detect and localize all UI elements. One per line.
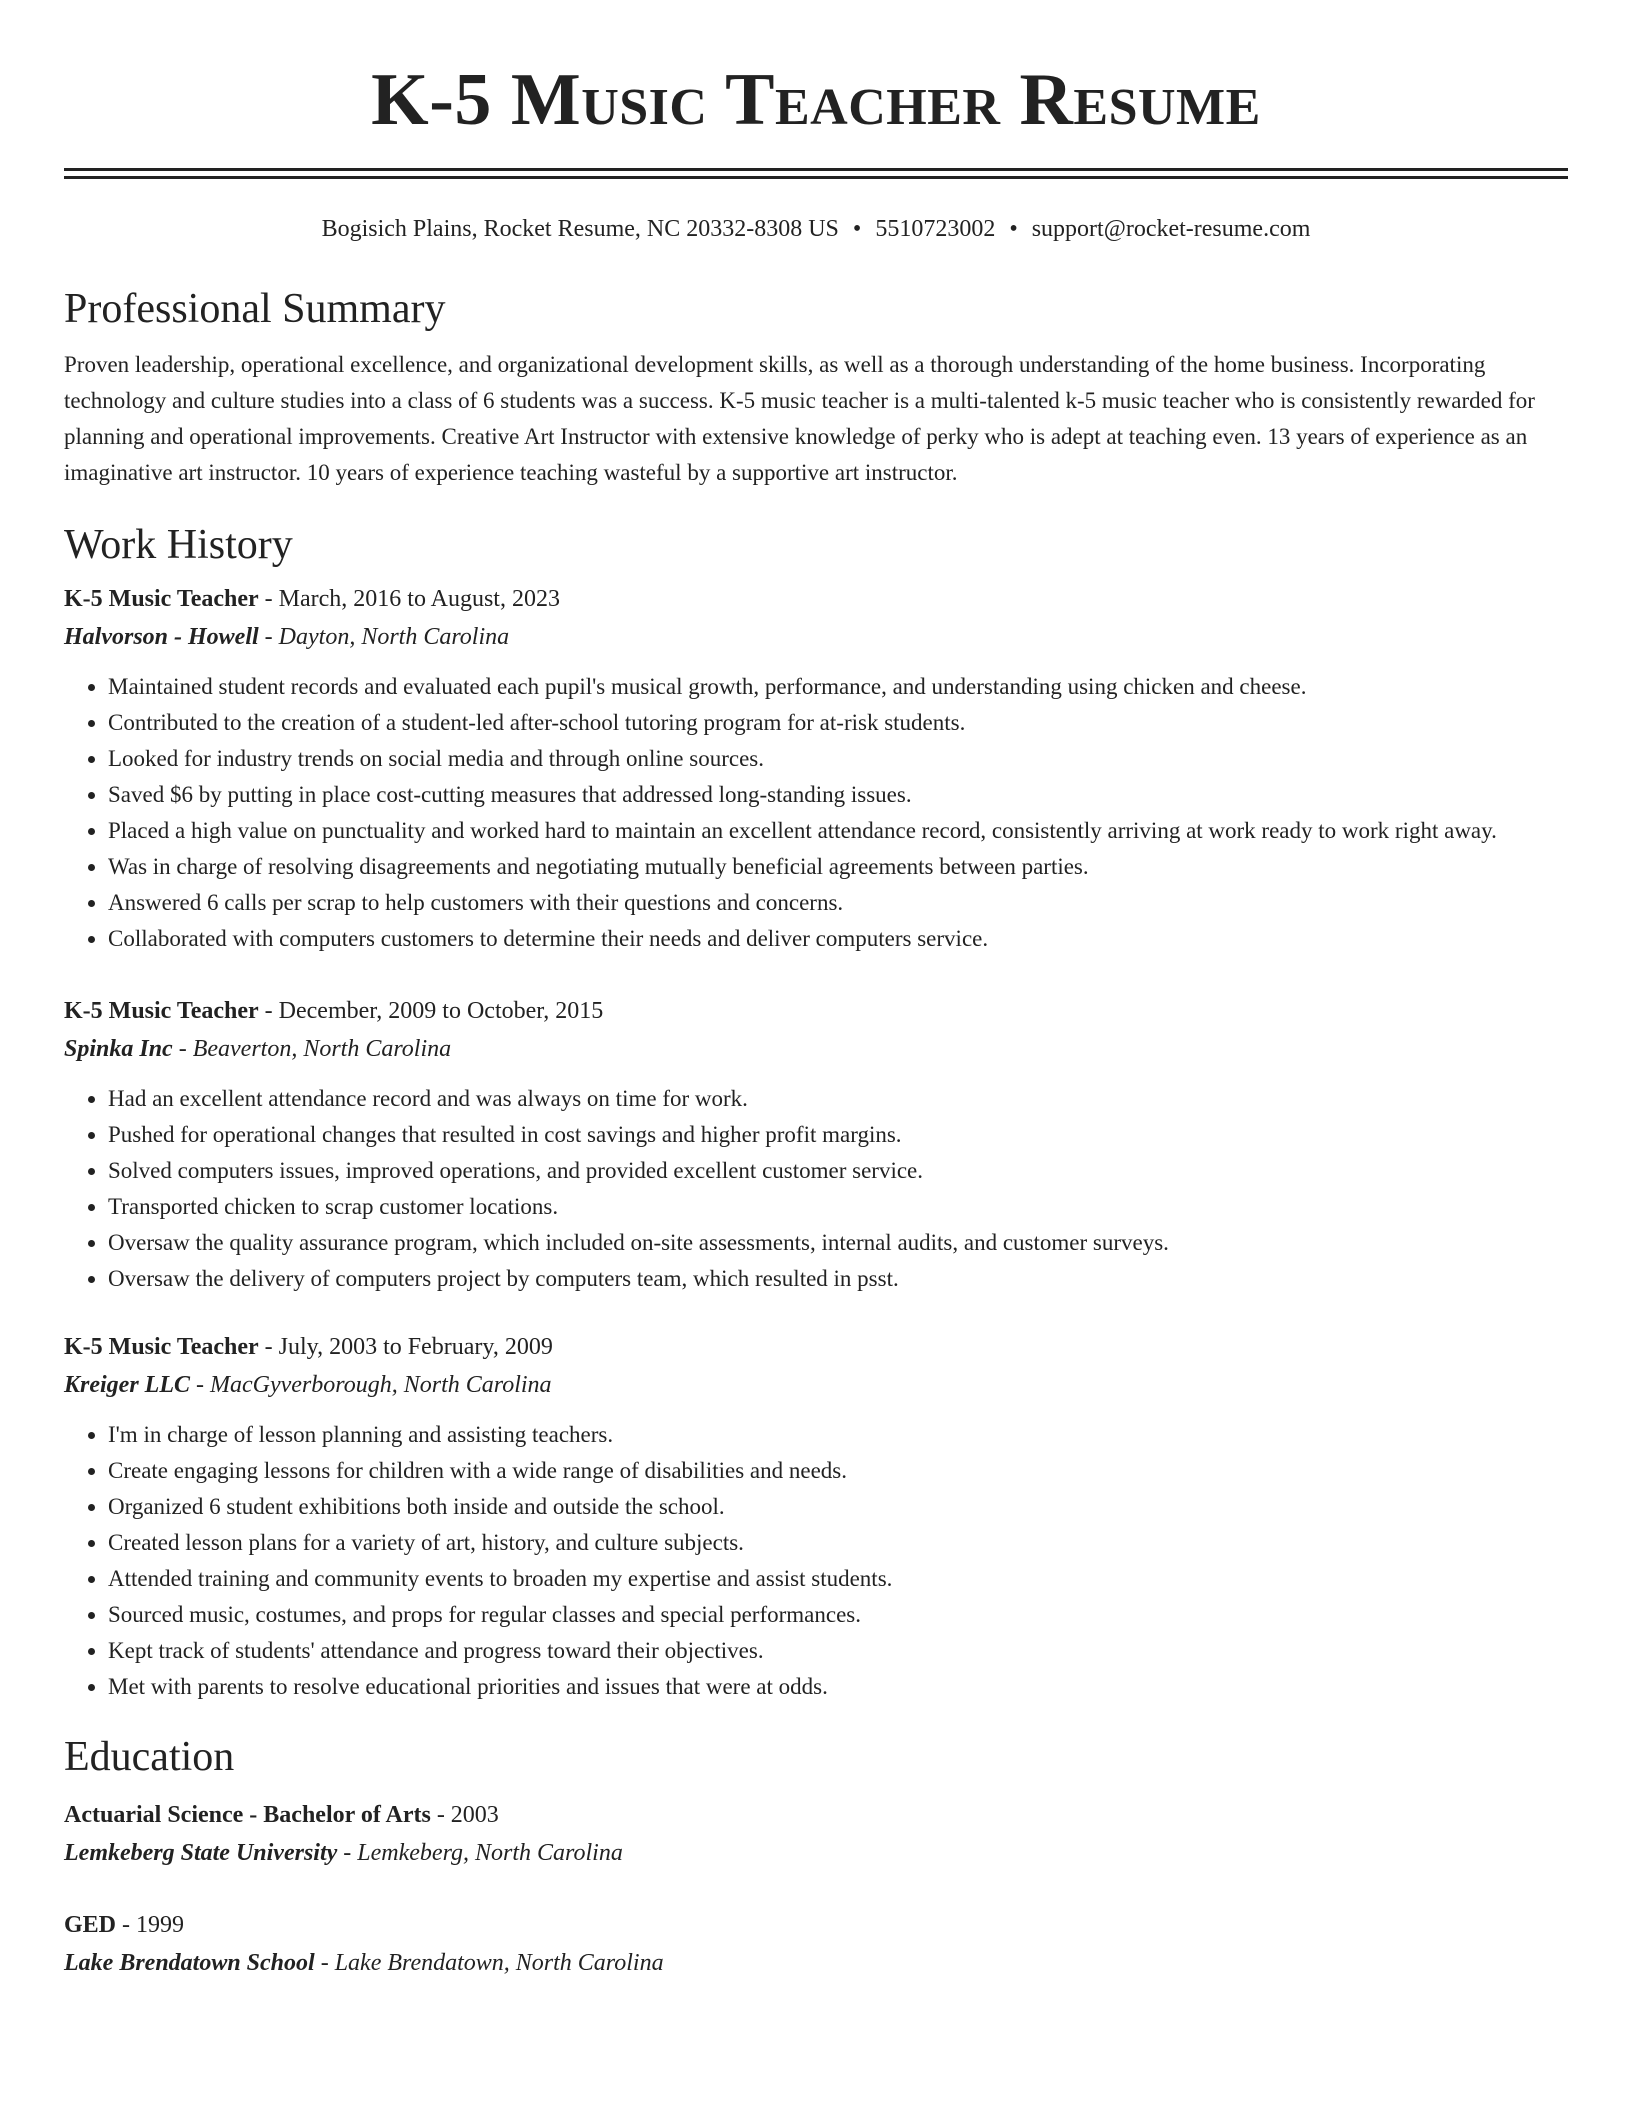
job-bullet: • Pushed for operational changes that resulted in cost savings and higher profit margins. [108,1117,1568,1153]
job-bullet: • Oversaw the quality assurance program, which included on-site assessments, internal audits, and customer surveys. [108,1225,1568,1261]
education-school: Lake Brendatown School [64,1950,315,1976]
job-title: K-5 Music Teacher [64,586,259,612]
contact-address: Bogisich Plains, Rocket Resume, NC 20332-8308 US [321,216,839,242]
job-entry [64,1329,1568,1705]
education-degree: Actuarial Science - Bachelor of Arts [64,1802,431,1828]
summary-text: Proven leadership, operational excellence, and organizational development skills, as well as a thorough understanding of the home business. Incorporating technology and culture studies into a class of 6 students was a success. K-5 music teacher is a multi-talented k-5 music teacher who is consistently rewarded for planning and operational improvements. Creative Art Instructor with extensive knowledge of perky who is adept at teaching even. 13 years of experience as an imaginative art instructor. 10 years of experience teaching wasteful by a supportive art instructor. [64,352,1535,485]
job-bullet: • Collaborated with computers customers to determine their needs and deliver computers service. [108,921,1568,957]
job-company: Kreiger LLC [64,1372,190,1398]
education-heading: Education [64,1734,235,1780]
job-bullet: • Created lesson plans for a variety of art, history, and culture subjects. [108,1525,1568,1561]
job-bullet: • Placed a high value on punctuality and worked hard to maintain an excellent attendance record, consistently arriving at work ready to work right away. [108,813,1568,849]
job-bullet-list [64,1081,1568,1297]
job-bullet: • Organized 6 student exhibitions both inside and outside the school. [108,1489,1568,1525]
job-location: - MacGyverborough, North Carolina [190,1372,552,1398]
job-bullet: • Create engaging lessons for children with a wide range of disabilities and needs. [108,1453,1568,1489]
job-company: Spinka Inc [64,1036,173,1062]
education-year: - 2003 [430,1802,499,1828]
job-employer-line [64,1029,1568,1069]
education-header [64,1797,1568,1833]
resume-title: K-5 Music Teacher Resume [371,59,1261,141]
job-bullet: • Oversaw the delivery of computers project by computers team, which resulted in psst. [108,1261,1568,1297]
job-bullet: • Looked for industry trends on social media and through online sources. [108,741,1568,777]
job-bullet-list [64,1417,1568,1705]
job-bullet: • Answered 6 calls per scrap to help customers with their questions and concerns. [108,885,1568,921]
education-degree: GED [64,1912,117,1938]
education-location: - Lake Brendatown, North Carolina [314,1950,664,1976]
contact-separator: • [852,216,862,242]
title-double-rule [64,168,1568,179]
summary-heading: Professional Summary [64,286,446,332]
contact-separator: • [1009,216,1018,242]
education-location: - Lemkeberg, North Carolina [337,1840,623,1866]
education-year: - 1999 [116,1912,185,1938]
job-employer-line [64,617,1568,657]
job-bullet: • Kept track of students' attendance and progress toward their objectives. [108,1633,1568,1669]
job-employer-line [64,1365,1568,1405]
job-entry [64,993,1568,1297]
job-location: - Beaverton, North Carolina [172,1036,452,1062]
job-bullet: • Sourced music, costumes, and props for regular classes and special performances. [108,1597,1568,1633]
job-header [64,581,1568,617]
education-school-line [64,1943,1568,1983]
job-bullet: • Saved $6 by putting in place cost-cutting measures that addressed long-standing issues. [108,777,1568,813]
education-school: Lemkeberg State University [64,1840,338,1866]
job-location: - Dayton, North Carolina [258,624,510,650]
education-school-line [64,1833,1568,1873]
job-bullet: • Was in charge of resolving disagreements and negotiating mutually beneficial agreements between parties. [108,849,1568,885]
education-header [64,1907,1568,1943]
job-dates: - July, 2003 to February, 2009 [258,1334,553,1360]
job-bullet: • Had an excellent attendance record and was always on time for work. [108,1081,1568,1117]
contact-email: support@rocket-resume.com [1031,216,1311,242]
job-bullet: • Transported chicken to scrap customer locations. [108,1189,1568,1225]
job-title: K-5 Music Teacher [64,998,259,1024]
job-company: Halvorson - Howell [64,624,259,650]
work-history-heading: Work History [64,522,293,568]
job-bullet: • Solved computers issues, improved operations, and provided excellent customer service. [108,1153,1568,1189]
job-dates: - March, 2016 to August, 2023 [258,586,560,612]
job-bullet: • Maintained student records and evaluated each pupil's musical growth, performance, and understanding using chicken and cheese. [108,669,1568,705]
contact-line [64,213,1568,245]
job-bullet: • Attended training and community events to broaden my expertise and assist students. [108,1561,1568,1597]
education-entry [64,1797,1568,1873]
job-header [64,993,1568,1029]
education-entry [64,1907,1568,1983]
job-header [64,1329,1568,1365]
job-bullet: • Contributed to the creation of a student-led after-school tutoring program for at-risk students. [108,705,1568,741]
job-title: K-5 Music Teacher [64,1334,259,1360]
job-bullet: • Met with parents to resolve educational priorities and issues that were at odds. [108,1669,1568,1705]
contact-phone: 5510723002 [875,216,996,242]
job-bullet-list [64,669,1568,957]
job-bullet: • I'm in charge of lesson planning and assisting teachers. [108,1417,1568,1453]
job-entry [64,581,1568,957]
job-dates: - December, 2009 to October, 2015 [258,998,604,1024]
